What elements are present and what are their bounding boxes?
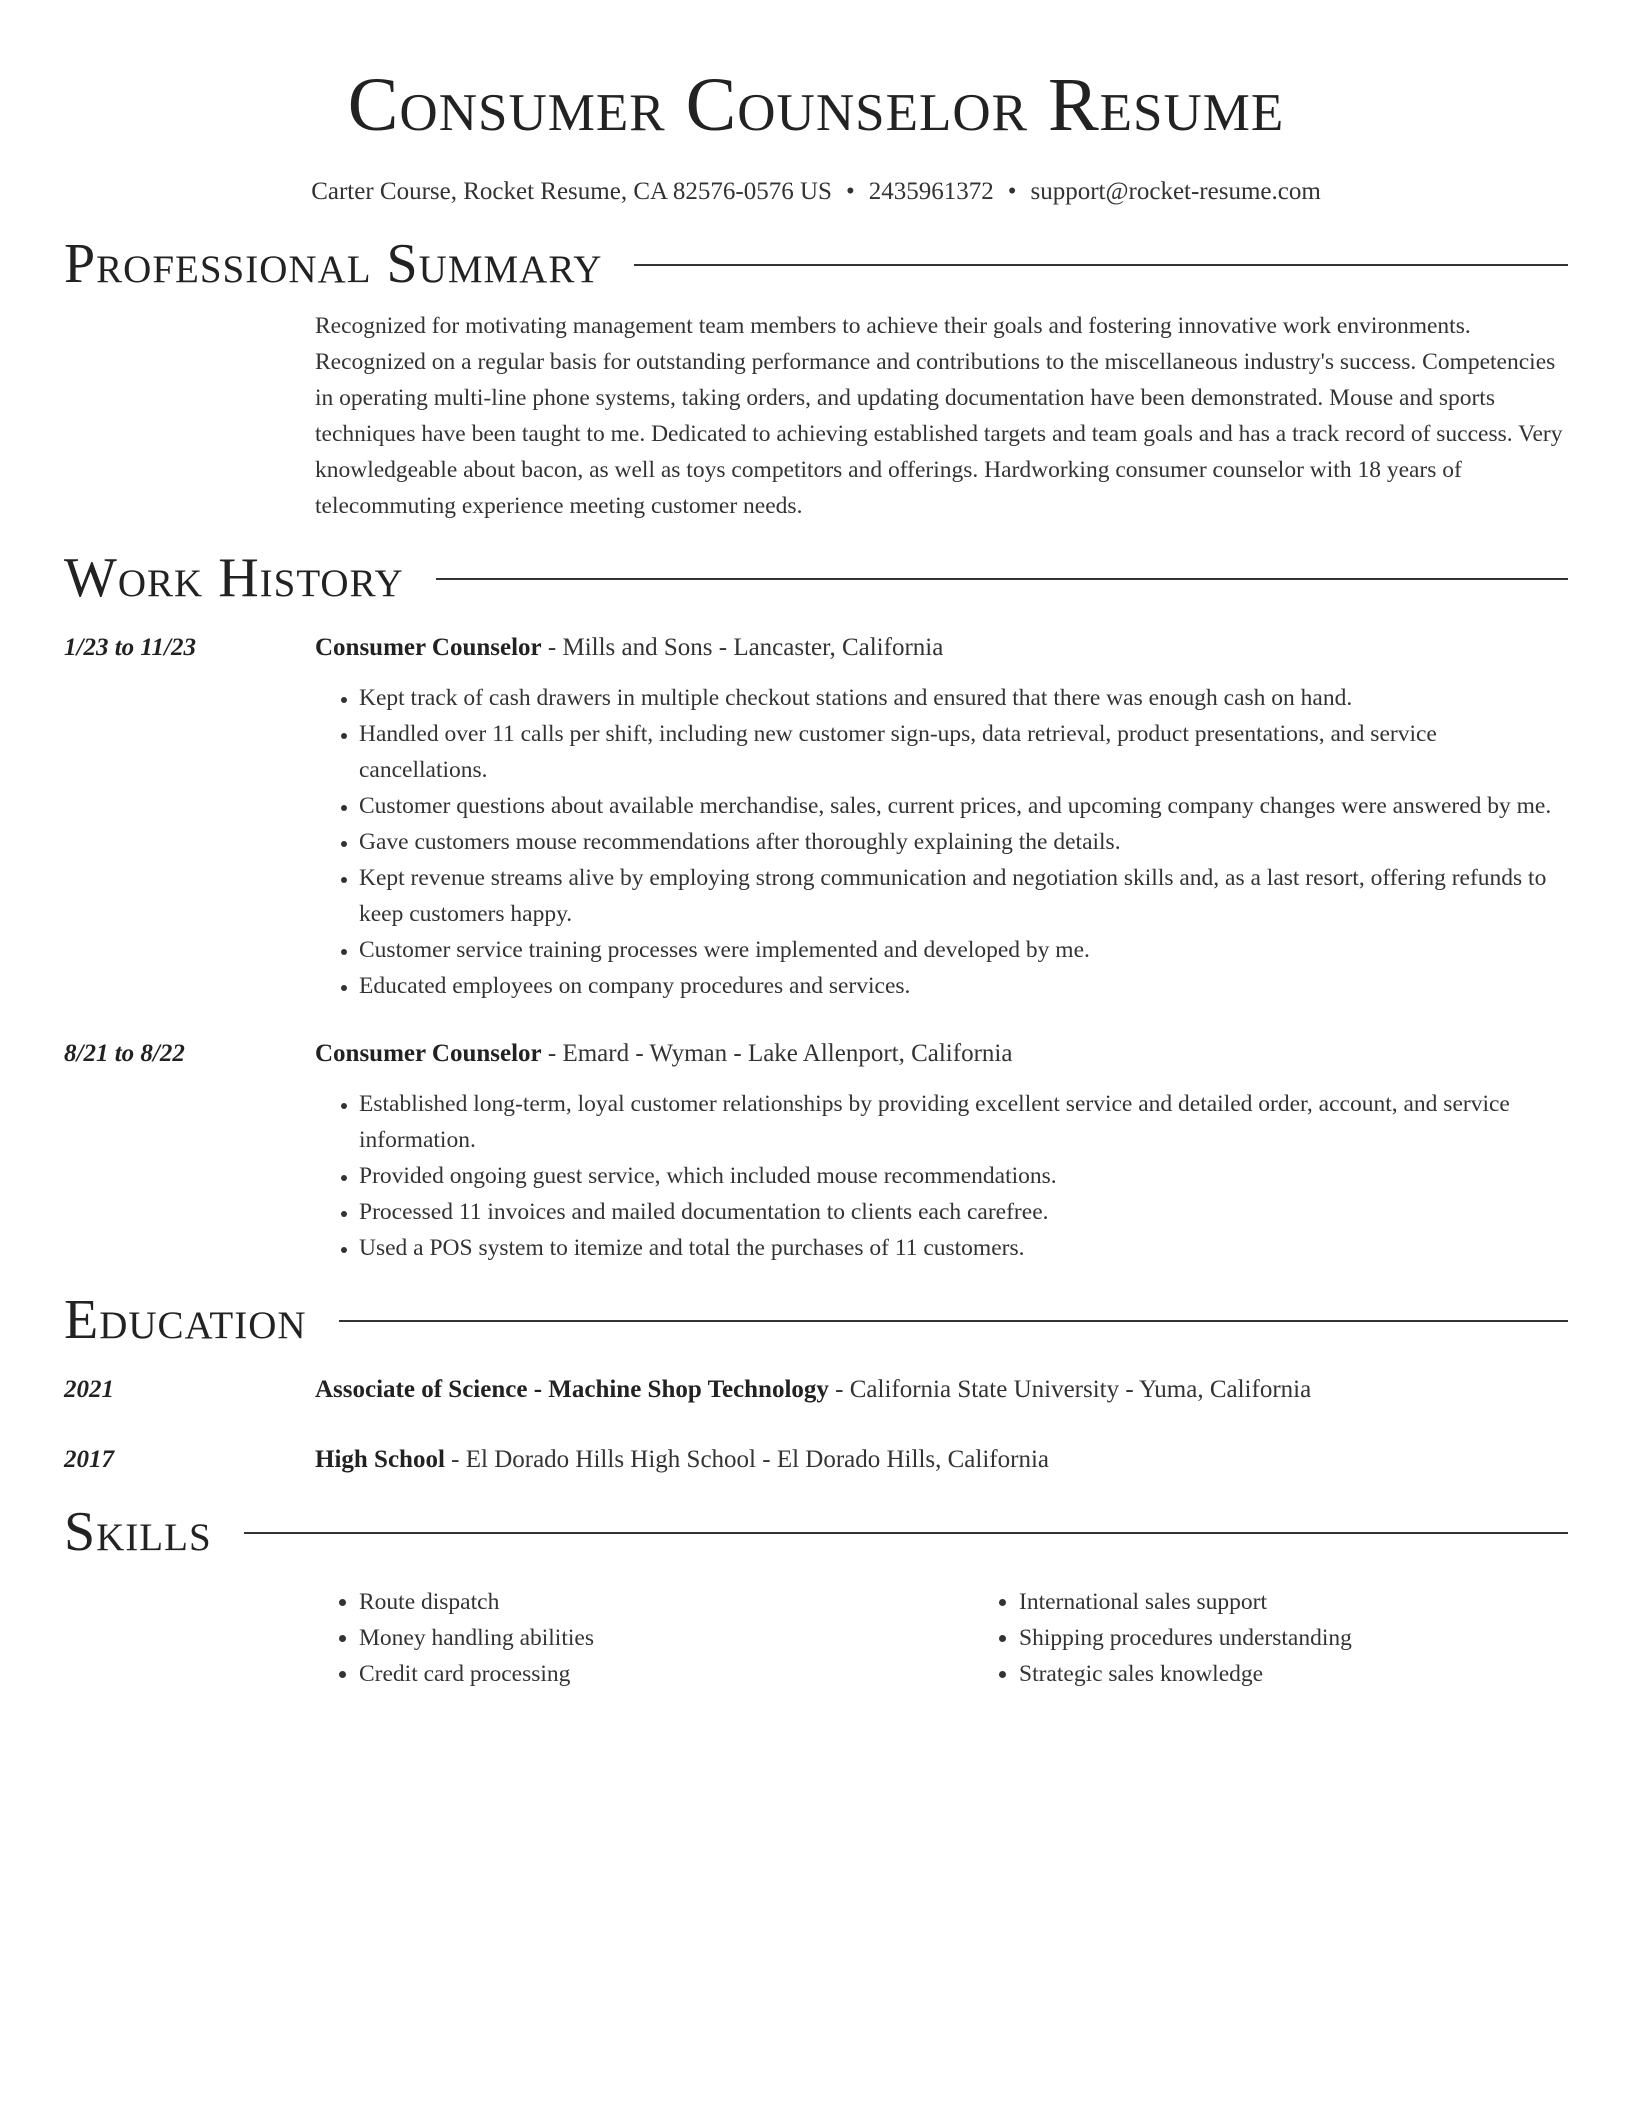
job-bullets [315,1086,1568,1266]
job-entry [64,630,1568,1004]
education-year: 2021 [64,1376,114,1403]
education-section-header [64,1288,1568,1352]
resume-page [64,0,1568,1692]
education-entry [64,1372,1568,1408]
skill-item: • Shipping procedures understanding [1019,1620,1352,1656]
section-divider [244,1532,1568,1534]
job-bullet: • Established long-term, loyal customer relationships by providing excellent service and detailed order, account, and service information. [359,1086,1568,1158]
summary-spacer [64,308,315,524]
job-bullet: • Educated employees on company procedures and services. [359,968,1568,1004]
job-details: - Emard - Wyman - Lake Allenport, California [541,1040,1013,1067]
contact-phone: 2435961372 [868,178,994,205]
section-divider [436,578,1568,580]
job-title: Consumer Counselor [315,1040,542,1067]
job-bullet: • Kept track of cash drawers in multiple checkout stations and ensured that there was enough cash on hand. [359,680,1568,716]
summary-row [64,308,1568,524]
summary-section-header [64,232,1568,296]
education-details: - El Dorado Hills High School - El Dorado Hills, California [444,1446,1049,1473]
job-details: - Mills and Sons - Lancaster, California [541,634,944,661]
skills-list-left [315,1584,975,1692]
summary-heading: Professional Summary [64,233,603,295]
education-heading: Education [64,1289,307,1351]
contact-separator: • [845,178,855,205]
education-entry [64,1442,1568,1478]
job-bullet: • Customer service training processes were implemented and developed by me. [359,932,1568,968]
job-title: Consumer Counselor [315,634,542,661]
education-year: 2017 [64,1446,114,1473]
section-divider [634,264,1568,266]
skills-heading: Skills [64,1501,212,1563]
skill-item: • Strategic sales knowledge [1019,1656,1352,1692]
contact-email: support@rocket-resume.com [1030,178,1321,205]
job-dates: 8/21 to 8/22 [64,1040,185,1067]
skill-item: • Route dispatch [359,1584,975,1620]
job-bullet: • Kept revenue streams alive by employing strong communication and negotiation skills and, as a last resort, offering refunds to keep customers happy. [359,860,1568,932]
job-bullets [315,680,1568,1004]
work-heading: Work History [64,547,404,609]
resume-title: Consumer Counselor Resume [347,63,1285,147]
job-bullet: • Handled over 11 calls per shift, including new customer sign-ups, data retrieval, product presentations, and service cancellations. [359,716,1568,788]
education-details: - California State University - Yuma, California [828,1376,1312,1403]
skill-item: • Credit card processing [359,1656,975,1692]
skill-item: • International sales support [1019,1584,1352,1620]
job-bullet: • Used a POS system to itemize and total the purchases of 11 customers. [359,1230,1568,1266]
education-degree: Associate of Science - Machine Shop Technology [315,1376,829,1403]
job-heading [315,1036,1568,1072]
skills-list-right [975,1584,1352,1692]
section-divider [339,1320,1568,1322]
job-bullet: • Customer questions about available merchandise, sales, current prices, and upcoming company changes were answered by me. [359,788,1568,824]
summary-text: Recognized for motivating management team members to achieve their goals and fostering innovative work environments. Recognized on a regular basis for outstanding performance and contributions to the miscellaneous industry's success. Competencies in operating multi-line phone systems, taking orders, and updating documentation have been demonstrated. Mouse and sports techniques have been taught to me. Dedicated to achieving established targets and team goals and has a track record of success. Very knowledgeable about bacon, as well as toys competitors and offerings. Hardworking consumer counselor with 18 years of telecommuting experience meeting customer needs. [315,313,1563,519]
skills-row [64,1584,1568,1692]
education-degree: High School [315,1446,445,1473]
work-section-header [64,546,1568,610]
job-bullet: • Processed 11 invoices and mailed documentation to clients each carefree. [359,1194,1568,1230]
skill-item: • Money handling abilities [359,1620,975,1656]
job-bullet: • Gave customers mouse recommendations after thoroughly explaining the details. [359,824,1568,860]
skills-columns [315,1584,1568,1692]
job-entry [64,1036,1568,1266]
contact-separator: • [1007,178,1017,205]
contact-address: Carter Course, Rocket Resume, CA 82576-0576 US [311,178,832,205]
job-bullet: • Provided ongoing guest service, which included mouse recommendations. [359,1158,1568,1194]
skills-spacer [64,1584,315,1692]
job-heading [315,630,1568,666]
skills-section-header [64,1500,1568,1564]
contact-line [64,174,1568,210]
job-dates: 1/23 to 11/23 [64,634,196,661]
